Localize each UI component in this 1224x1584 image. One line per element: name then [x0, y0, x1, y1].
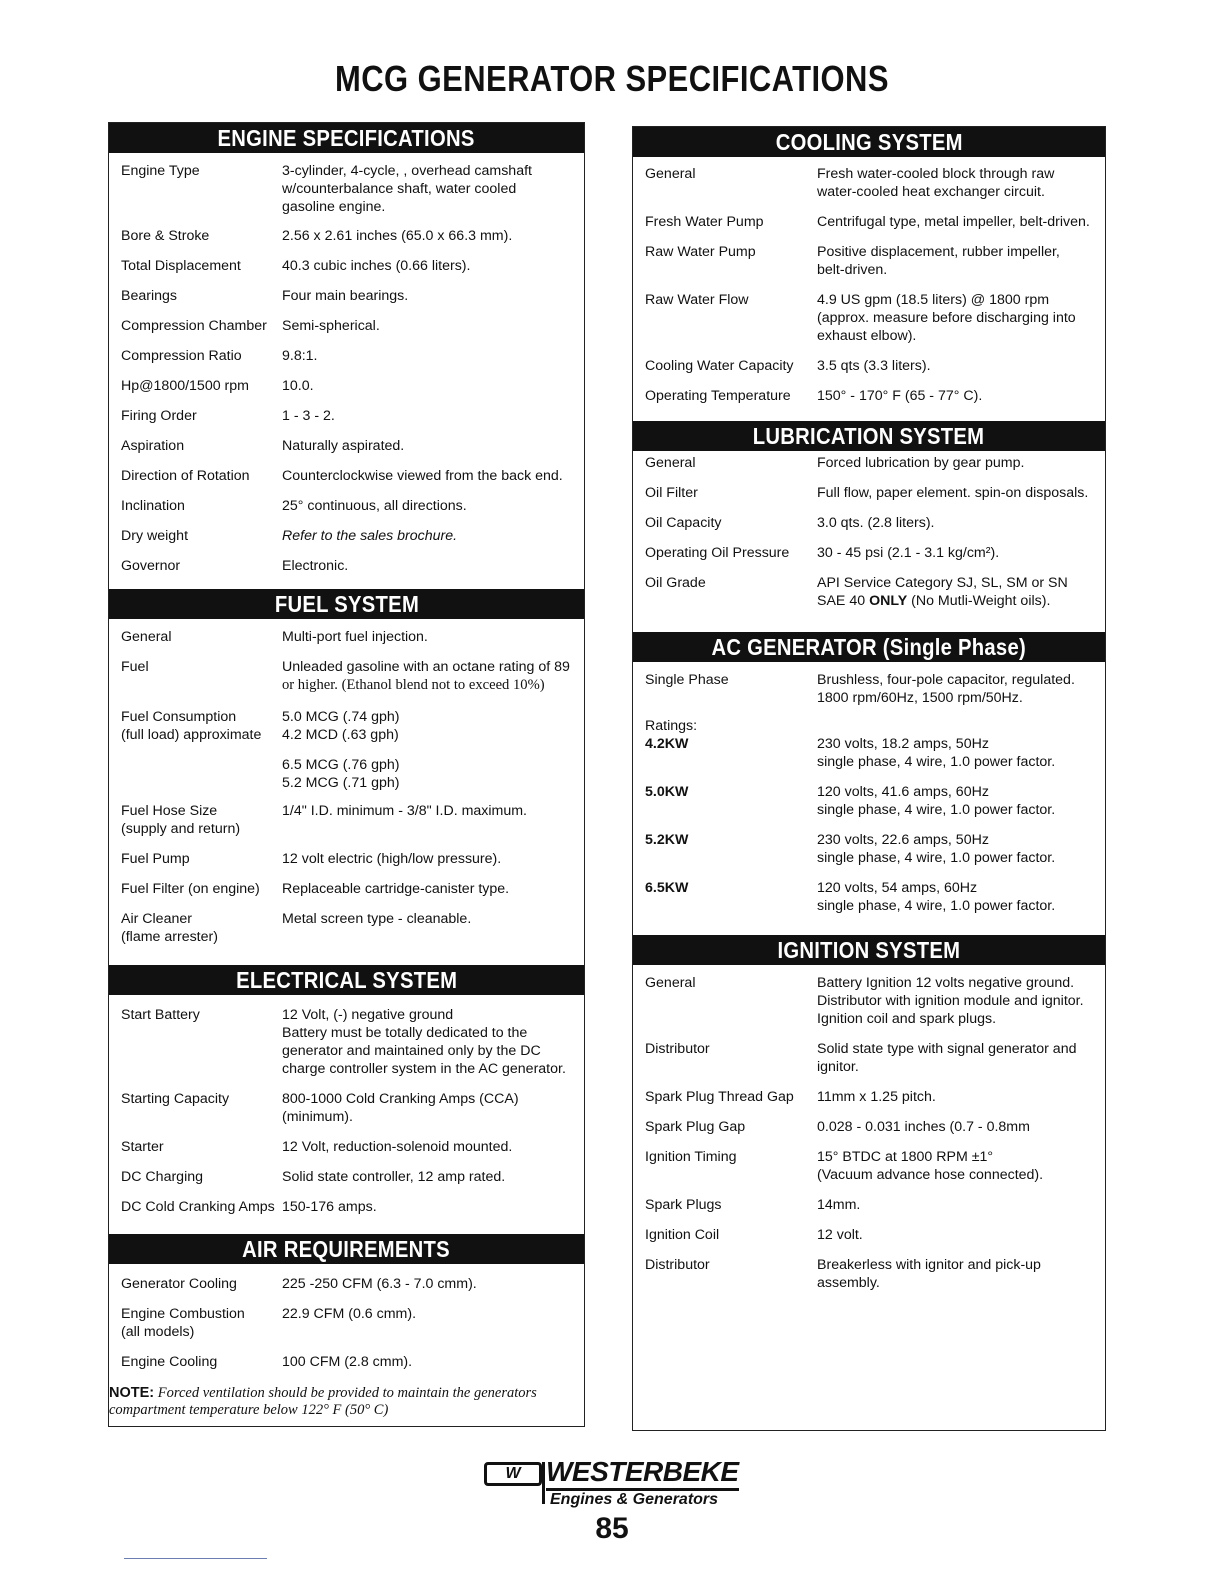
spec-row: Oil Filter Full flow, paper element. spin-on disposals. — [645, 485, 1089, 501]
spec-row: Fuel Filter (on engine) Replaceable cartridge-canister type. — [121, 881, 510, 897]
spec-row: 5.2KW 230 volts, 22.6 amps, 50Hz single phase, 4 wire, 1.0 power factor. — [645, 832, 1056, 866]
spec-row: Operating Oil Pressure 30 - 45 psi (2.1 - 3.1 kg/cm²). — [645, 545, 1000, 561]
ac-generator-heading: AC GENERATOR (Single Phase) — [633, 632, 1105, 662]
engine-specifications-table — [109, 162, 584, 575]
westerbeke-logo — [484, 1458, 742, 1516]
lubrication-system-table — [633, 454, 1105, 610]
spec-row: Starter 12 Volt, reduction-solenoid mounted. — [121, 1139, 513, 1155]
spec-row: Fuel Hose Size (supply and return) 1/4" I.D. minimum - 3/8" I.D. maximum. — [121, 803, 527, 837]
left-column — [108, 122, 585, 1427]
spec-row: 5.0KW 120 volts, 41.6 amps, 60Hz single phase, 4 wire, 1.0 power factor. — [645, 784, 1056, 818]
spec-row: Raw Water Pump Positive displacement, rubber impeller, belt-driven. — [645, 244, 1060, 278]
spec-row: Fuel Consumption (full load) approximate 5.0 MCG (.74 gph) 4.2 MCD (.63 gph) — [121, 709, 400, 743]
spec-row: Oil Grade API Service Category SJ, SL, SM or SN SAE 40 ONLY (No Mutli-Weight oils). — [645, 575, 1068, 609]
spec-row: 6.5 MCG (.76 gph) 5.2 MCG (.71 gph) — [282, 757, 400, 791]
air-requirements-heading: AIR REQUIREMENTS — [109, 1234, 584, 1264]
spec-row: Engine Cooling 100 CFM (2.8 cmm). — [121, 1354, 413, 1370]
spec-row: General Battery Ignition 12 volts negative ground. Distributor with ignition module and ignitor. Ignition coil and spark plugs. — [645, 975, 1084, 1027]
spec-row: 6.5KW 120 volts, 54 amps, 60Hz single phase, 4 wire, 1.0 power factor. — [645, 880, 1056, 914]
logo-divider — [542, 1462, 545, 1504]
spec-row: Compression Ratio 9.8:1. — [121, 348, 318, 364]
spec-row: General Forced lubrication by gear pump. — [645, 455, 1025, 471]
page-number: 85 — [595, 1512, 629, 1545]
spec-row: Fuel Unleaded gasoline with an octane rating of 89 or higher. (Ethanol blend not to exceed 10%) — [121, 659, 570, 693]
spec-row: Spark Plug Gap 0.028 - 0.031 inches (0.7 - 0.8mm — [645, 1119, 1030, 1135]
cooling-system-heading: COOLING SYSTEM — [633, 127, 1105, 157]
spec-row: Distributor Solid state type with signal generator and ignitor. — [645, 1041, 1077, 1075]
spec-row: Start Battery 12 Volt, (-) negative ground Battery must be totally dedicated to the generator and maintained only by the DC charge controller system in the AC generator. — [121, 1007, 566, 1077]
electrical-system-heading: ELECTRICAL SYSTEM — [109, 965, 584, 995]
spec-row: Starting Capacity 800-1000 Cold Cranking Amps (CCA) (minimum). — [121, 1091, 519, 1125]
spec-row: Fuel Pump 12 volt electric (high/low pressure). — [121, 851, 502, 867]
spec-row: Oil Capacity 3.0 qts. (2.8 liters). — [645, 515, 935, 531]
spec-row: Inclination 25° continuous, all directions. — [121, 498, 467, 514]
spec-row: Bore & Stroke 2.56 x 2.61 inches (65.0 x 66.3 mm). — [121, 228, 513, 244]
ignition-system-table — [633, 974, 1105, 1292]
spec-row: Engine Combustion (all models) 22.9 CFM (0.6 cmm). — [121, 1306, 417, 1340]
spec-row: Air Cleaner (flame arrester) Metal screen type - cleanable. — [121, 911, 472, 945]
spec-row: Hp@1800/1500 rpm 10.0. — [121, 378, 314, 394]
spec-row: Ignition Coil 12 volt. — [645, 1227, 863, 1243]
ac-generator-table — [633, 671, 1105, 915]
spec-row: Single Phase Brushless, four-pole capacitor, regulated. 1800 rpm/60Hz, 1500 rpm/50Hz. — [645, 672, 1075, 706]
westerbeke-w-icon: W — [484, 1462, 542, 1486]
spec-row: Compression Chamber Semi-spherical. — [121, 318, 380, 334]
right-column — [632, 126, 1106, 1431]
spec-row: DC Charging Solid state controller, 12 amp rated. — [121, 1169, 506, 1185]
spec-row: Fresh Water Pump Centrifugal type, metal impeller, belt-driven. — [645, 214, 1090, 230]
spec-row: Firing Order 1 - 3 - 2. — [121, 408, 335, 424]
spec-row: Generator Cooling 225 -250 CFM (6.3 - 7.0 cmm). — [121, 1276, 477, 1292]
spec-row: Cooling Water Capacity 3.5 qts (3.3 liters). — [645, 358, 931, 374]
spec-row: Total Displacement 40.3 cubic inches (0.66 liters). — [121, 258, 471, 274]
engine-specifications-heading: ENGINE SPECIFICATIONS — [109, 123, 584, 153]
spec-row: General Multi-port fuel injection. — [121, 629, 428, 645]
spec-row: Operating Temperature 150° - 170° F (65 - 77° C). — [645, 388, 983, 404]
brand-tagline: Engines & Generators — [550, 1491, 719, 1508]
ventilation-note: NOTE: Forced ventilation should be provided to maintain the generators compartment temperature below 122° F (50° C) — [109, 1385, 537, 1418]
spec-row: DC Cold Cranking Amps 150-176 amps. — [121, 1199, 377, 1215]
ignition-system-heading: IGNITION SYSTEM — [633, 935, 1105, 965]
spec-row: Raw Water Flow 4.9 US gpm (18.5 liters) @ 1800 rpm (approx. measure before discharging into exhaust elbow). — [645, 292, 1076, 344]
spec-row: Governor Electronic. — [121, 558, 349, 574]
spec-row: Engine Type 3-cylinder, 4-cycle, , overhead camshaft w/counterbalance shaft, water cooled gasoline engine. — [121, 163, 532, 215]
cooling-system-table — [633, 165, 1105, 405]
fuel-system-heading: FUEL SYSTEM — [109, 589, 584, 619]
spec-row: Bearings Four main bearings. — [121, 288, 409, 304]
lubrication-system-heading: LUBRICATION SYSTEM — [633, 421, 1105, 451]
spec-row: General Fresh water-cooled block through raw water-cooled heat exchanger circuit. — [645, 166, 1055, 200]
spec-row: Aspiration Naturally aspirated. — [121, 438, 405, 454]
spec-row: Distributor Breakerless with ignitor and pick-up assembly. — [645, 1257, 1041, 1291]
fuel-system-table — [109, 628, 584, 946]
brand-name: WESTERBEKE — [546, 1456, 739, 1491]
spec-row: Spark Plug Thread Gap 11mm x 1.25 pitch. — [645, 1089, 936, 1105]
spec-row: Ratings: 4.2KW 230 volts, 18.2 amps, 50Hz single phase, 4 wire, 1.0 power factor. — [645, 718, 1056, 770]
spec-row: Ignition Timing 15° BTDC at 1800 RPM ±1° (Vacuum advance hose connected). — [645, 1149, 1044, 1183]
spec-row: Spark Plugs 14mm. — [645, 1197, 861, 1213]
electrical-system-table — [109, 1006, 584, 1216]
spec-row: Direction of Rotation Counterclockwise viewed from the back end. — [121, 468, 563, 484]
air-requirements-table — [109, 1275, 584, 1371]
spec-row: Dry weight Refer to the sales brochure. — [121, 528, 458, 544]
footnote-rule — [124, 1558, 267, 1559]
page-title: MCG GENERATOR SPECIFICATIONS — [335, 58, 889, 99]
